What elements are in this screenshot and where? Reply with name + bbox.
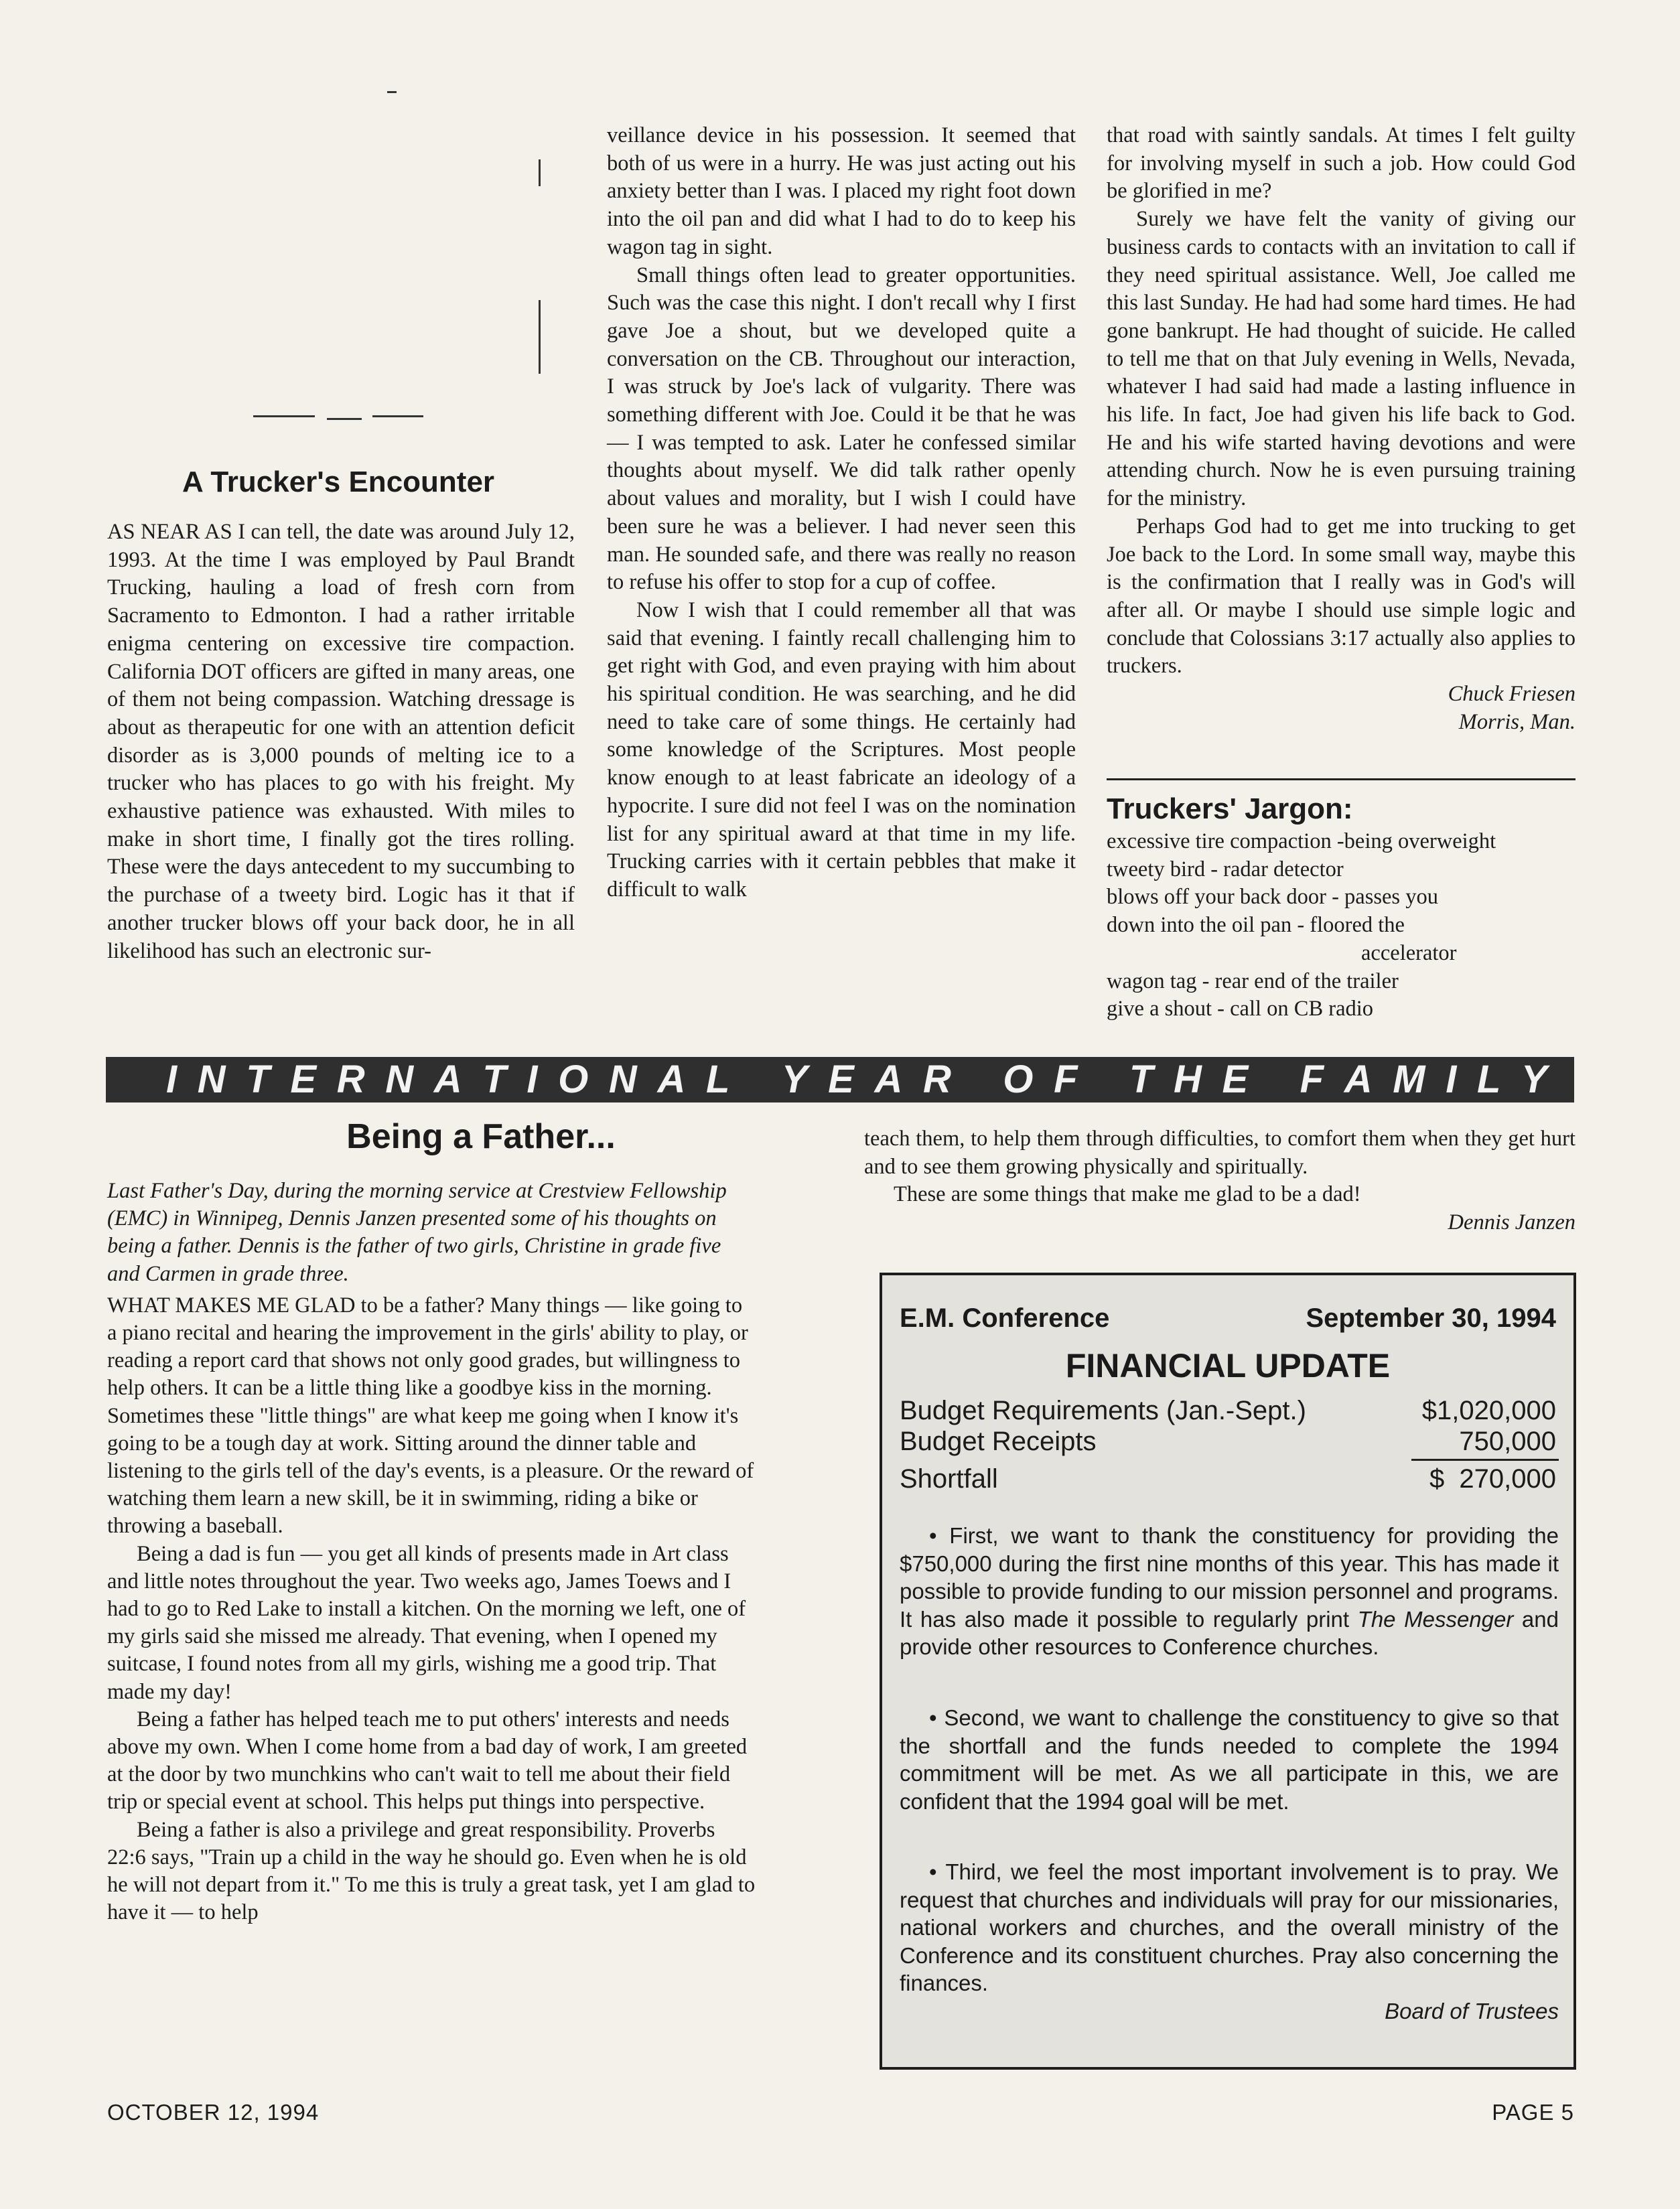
crop-mark [539, 159, 541, 186]
trucker-paragraph: veillance device in his possession. It seemed that both of us were in a hurry. He was just acting out his anxiety better than I was. I placed my right foot down into the oil pan and did what I had to do to keep his wagon tag in sight. [607, 123, 1076, 259]
banner-letter: E [290, 1058, 317, 1101]
shortfall-value: $ 270,000 [1429, 1464, 1556, 1494]
banner-letter: E [828, 1058, 854, 1101]
banner-letter: T [1129, 1058, 1153, 1101]
crop-mark [327, 418, 362, 420]
banner-letter: T [482, 1058, 506, 1101]
father-paragraph: These are some things that make me glad to be a dad! [894, 1182, 1361, 1206]
author-name: Dennis Janzen [1448, 1210, 1576, 1234]
father-paragraph: Being a dad is fun — you get all kinds of presents made in Art class and little notes throughout the year. Two weeks ago, James Toews and I had to go to Red Lake to install a kitchen. On the morning we left, one of my girls said she missed me already. That evening, when I opened my suitcase, I found notes from all my girls, wishing me a good trip. That made my day! [107, 1541, 746, 1704]
trucker-column-1 [107, 518, 575, 965]
banner-letter: F [1054, 1058, 1078, 1101]
sum-underline [1411, 1459, 1559, 1461]
article-intro: Last Father's Day, during the morning service at Crestview Fellowship (EMC) in Winnipeg, Dennis Janzen presented some of his thoughts on being a father. Dennis is the father of two girls, Christine in grade five and Carmen in grade three. [107, 1179, 727, 1286]
banner-letter: I [527, 1058, 538, 1101]
banner-letter: N [197, 1058, 226, 1101]
father-column-1 [107, 1178, 757, 1926]
trucker-column-2 [607, 122, 1076, 904]
trucker-paragraph: Now I wish that I could remember all that was said that evening. I faintly recall challenging him to get right with God, and even praying with him about his spiritual condition. He was searching, and he did need to take care of some things. He certainly had some knowledge of the Scriptures. Most people know enough to at least fabricate an ideology of a hypocrite. I sure did not feel I was on the nomination list for any spiritual award at that time in my life. Trucking carries with it certain pebbles that make it difficult to walk [607, 597, 1076, 902]
banner-letter: O [1003, 1058, 1034, 1101]
receipts-value: 750,000 [1459, 1427, 1556, 1456]
banner-letter: I [166, 1058, 178, 1101]
shortfall-label: Shortfall [900, 1464, 998, 1494]
conference-name: E.M. Conference [900, 1303, 1110, 1333]
father-paragraph: Being a father has helped teach me to put others' interests and needs above my own. When I come home from a bad day of work, I am greeted at the door by two munchkins who can't wait to tell me about their field trip or special event at school. This helps put things into perspective. [107, 1707, 748, 1814]
update-date: September 30, 1994 [1306, 1303, 1556, 1333]
financial-bullet-3 [900, 1858, 1559, 2025]
banner-letter: F [1300, 1058, 1324, 1101]
bullet-text: • Third, we feel the most important involvement is to pray. We request that churches and individuals will pray for our missionaries, national workers and churches, and the overall ministry of the Conference and its constituent churches. Pray also concerning the finances. [900, 1859, 1559, 1995]
banner-letter [1098, 1057, 1109, 1102]
jargon-item: tweety bird - radar detector [1107, 857, 1344, 881]
banner-letter: L [705, 1058, 730, 1101]
jargon-item: give a shout - call on CB radio [1107, 997, 1374, 1021]
banner-letter: T [246, 1058, 270, 1101]
crop-mark [372, 415, 423, 417]
banner-letter: N [608, 1058, 637, 1101]
section-divider [1107, 778, 1576, 780]
trucker-paragraph: Perhaps God had to get me into trucking to get Joe back to the Lord. In some small way, maybe this is the confirmation that I really was in God's will after all. Or maybe I should use simple logic and conclude that Colossians 3:17 actually also applies to truckers. [1107, 514, 1576, 679]
jargon-item: wagon tag - rear end of the trailer [1107, 969, 1399, 993]
banner-letter: A [874, 1058, 903, 1101]
author-location: Morris, Man. [1458, 709, 1576, 734]
crop-mark [539, 300, 541, 374]
banner-letter: R [336, 1058, 365, 1101]
jargon-title: Truckers' Jargon: [1107, 792, 1353, 825]
jargon-item: excessive tire compaction -being overweight [1107, 829, 1496, 853]
banner-letter: H [1173, 1058, 1202, 1101]
receipts-label: Budget Receipts [900, 1427, 1097, 1456]
bullet-text: • First, we want to thank the constituency for providing the $750,000 during the first nine months of this year. This has made it possible to provide funding to our mission personnel and programs. It has also made it possible to regularly print [900, 1523, 1559, 1632]
trucker-paragraph: Small things often lead to greater opportunities. Such was the case this night. I don't recall why I first gave Joe a shout, but we developed quite a conversation on the CB. Throughout our interaction, I was struck by Joe's lack of vulgarity. There was something different with Joe. Could it be that he was — I was tempted to ask. Later he confessed similar thoughts about myself. We did talk rather openly about values and morality, but I wish I could have been sure he was a believer. I had never seen this man. He sounded safe, and there was really no reason to refuse his offer to stop for a cup of coffee. [607, 263, 1076, 595]
jargon-list [1107, 828, 1576, 1023]
jargon-item: accelerator [1361, 940, 1457, 965]
board-signature: Board of Trustees [1385, 1998, 1559, 2023]
father-paragraph: teach them, to help them through difficulties, to comfort them when they get hurt and to see them growing physically and spiritually. [864, 1127, 1576, 1179]
father-paragraph: Being a father is also a privilege and great responsibility. Proverbs 22:6 says, "Train up a child in the way he should go. Even when he is old he will not depart from it." To me this is truly a great task, yet I am glad to have it — to help [107, 1817, 756, 1925]
trucker-column-3 [1107, 122, 1576, 736]
budget-label: Budget Requirements (Jan.-Sept.) [900, 1396, 1306, 1425]
trucker-paragraph: AS NEAR AS I can tell, the date was around July 12, 1993. At the time I was employed by Paul Brandt Trucking, hauling a load of fresh corn from Sacramento to Edmonton. I had a rather irritable enigma centering on excessive tire compaction. California DOT officers are gifted in many areas, one of them not being compassion. Watching dressage is about as therapeutic for one with an attention deficit disorder as is 3,000 pounds of melting ice to a trucker who has places to go with his freight. My exhaustive patience was exhausted. With miles to make in short time, I finally got the tires rolling. These were the days antecedent to my succumbing to the purchase of a tweety bird. Logic has it that if another trucker blows off your back door, he in all likelihood has such an electronic sur- [107, 520, 575, 963]
publication-name: The Messenger [1357, 1606, 1514, 1632]
jargon-item: blows off your back door - passes you [1107, 885, 1438, 910]
banner-letter [972, 1057, 983, 1102]
banner-letter: L [1476, 1058, 1501, 1101]
financial-title: FINANCIAL UPDATE [1065, 1347, 1391, 1384]
banner-letter: Y [781, 1058, 808, 1101]
father-paragraph: WHAT MAKES ME GLAD to be a father? Many things — like going to a piano recital and hearing the improvement in the girls' ability to play, or reading a report card that shows not only good grades, but willingness to help others. It can be a little thing like a goodbye kiss in the morning. Sometimes these "little things" are what keep me going when I know it's going to be a tough day at work. Sitting around the dinner table and listening to the girls tell of the day's events, is a pleasure. Or the reward of watching them learn a new skill, be it in swimming, riding a bike or throwing a baseball. [107, 1293, 754, 1539]
author-name: Chuck Friesen [1448, 682, 1576, 707]
financial-update-box [880, 1273, 1576, 2070]
banner-letter: N [385, 1058, 414, 1101]
crop-mark [387, 91, 397, 93]
banner-letter: I [1446, 1058, 1457, 1101]
trucker-paragraph: Surely we have felt the vanity of giving our business cards to contacts with an invitation to call if they need spiritual assistance. Well, Joe called me this last Sunday. He had had some hard times. He had gone bankrupt. He had thought of suicide. He called to tell me that on that July evening in Wells, Nevada, whatever I had said had made a lasting influence in his life. In fact, Joe had given his life back to God. He and his wife started having devotions and were attending church. Now he is even pursuing training for the ministry. [1107, 207, 1576, 511]
jargon-item: down into the oil pan - floored the [1107, 913, 1405, 938]
trucker-paragraph: that road with saintly sandals. At times I felt guilty for involving myself in such a job. How could God be glorified in me? [1107, 123, 1576, 204]
financial-bullet-2 [900, 1704, 1559, 1815]
banner-letter: A [433, 1058, 462, 1101]
banner-letter: O [558, 1058, 589, 1101]
banner-letter: A [657, 1058, 686, 1101]
bullet-text: • Second, we want to challenge the constituency to give so that the shortfall and the funds needed to complete the 1994 commitment will be met. As we all participate in this, we are confident that the 1994 goal will be met. [900, 1705, 1559, 1814]
banner-letter: R [923, 1058, 951, 1101]
financial-bullet-1 [900, 1522, 1559, 1661]
page-number: PAGE 5 [1492, 2100, 1574, 2125]
banner-letter [1269, 1057, 1279, 1102]
article-title-trucker: A Trucker's Encounter [182, 466, 495, 498]
budget-value: $1,020,000 [1421, 1396, 1556, 1425]
banner-letter [750, 1057, 761, 1102]
banner-letter: Y [1521, 1058, 1547, 1101]
banner-letter: E [1222, 1058, 1249, 1101]
father-column-2 [864, 1125, 1576, 1236]
issue-date: OCTOBER 12, 1994 [107, 2100, 320, 2125]
article-title-father: Being a Father... [346, 1117, 616, 1156]
section-banner [106, 1057, 1574, 1102]
bullet-text: and provide other resources to Conference churches. [900, 1606, 1559, 1659]
banner-letter: A [1344, 1058, 1373, 1101]
banner-letter: M [1393, 1058, 1425, 1101]
crop-mark [253, 415, 315, 417]
